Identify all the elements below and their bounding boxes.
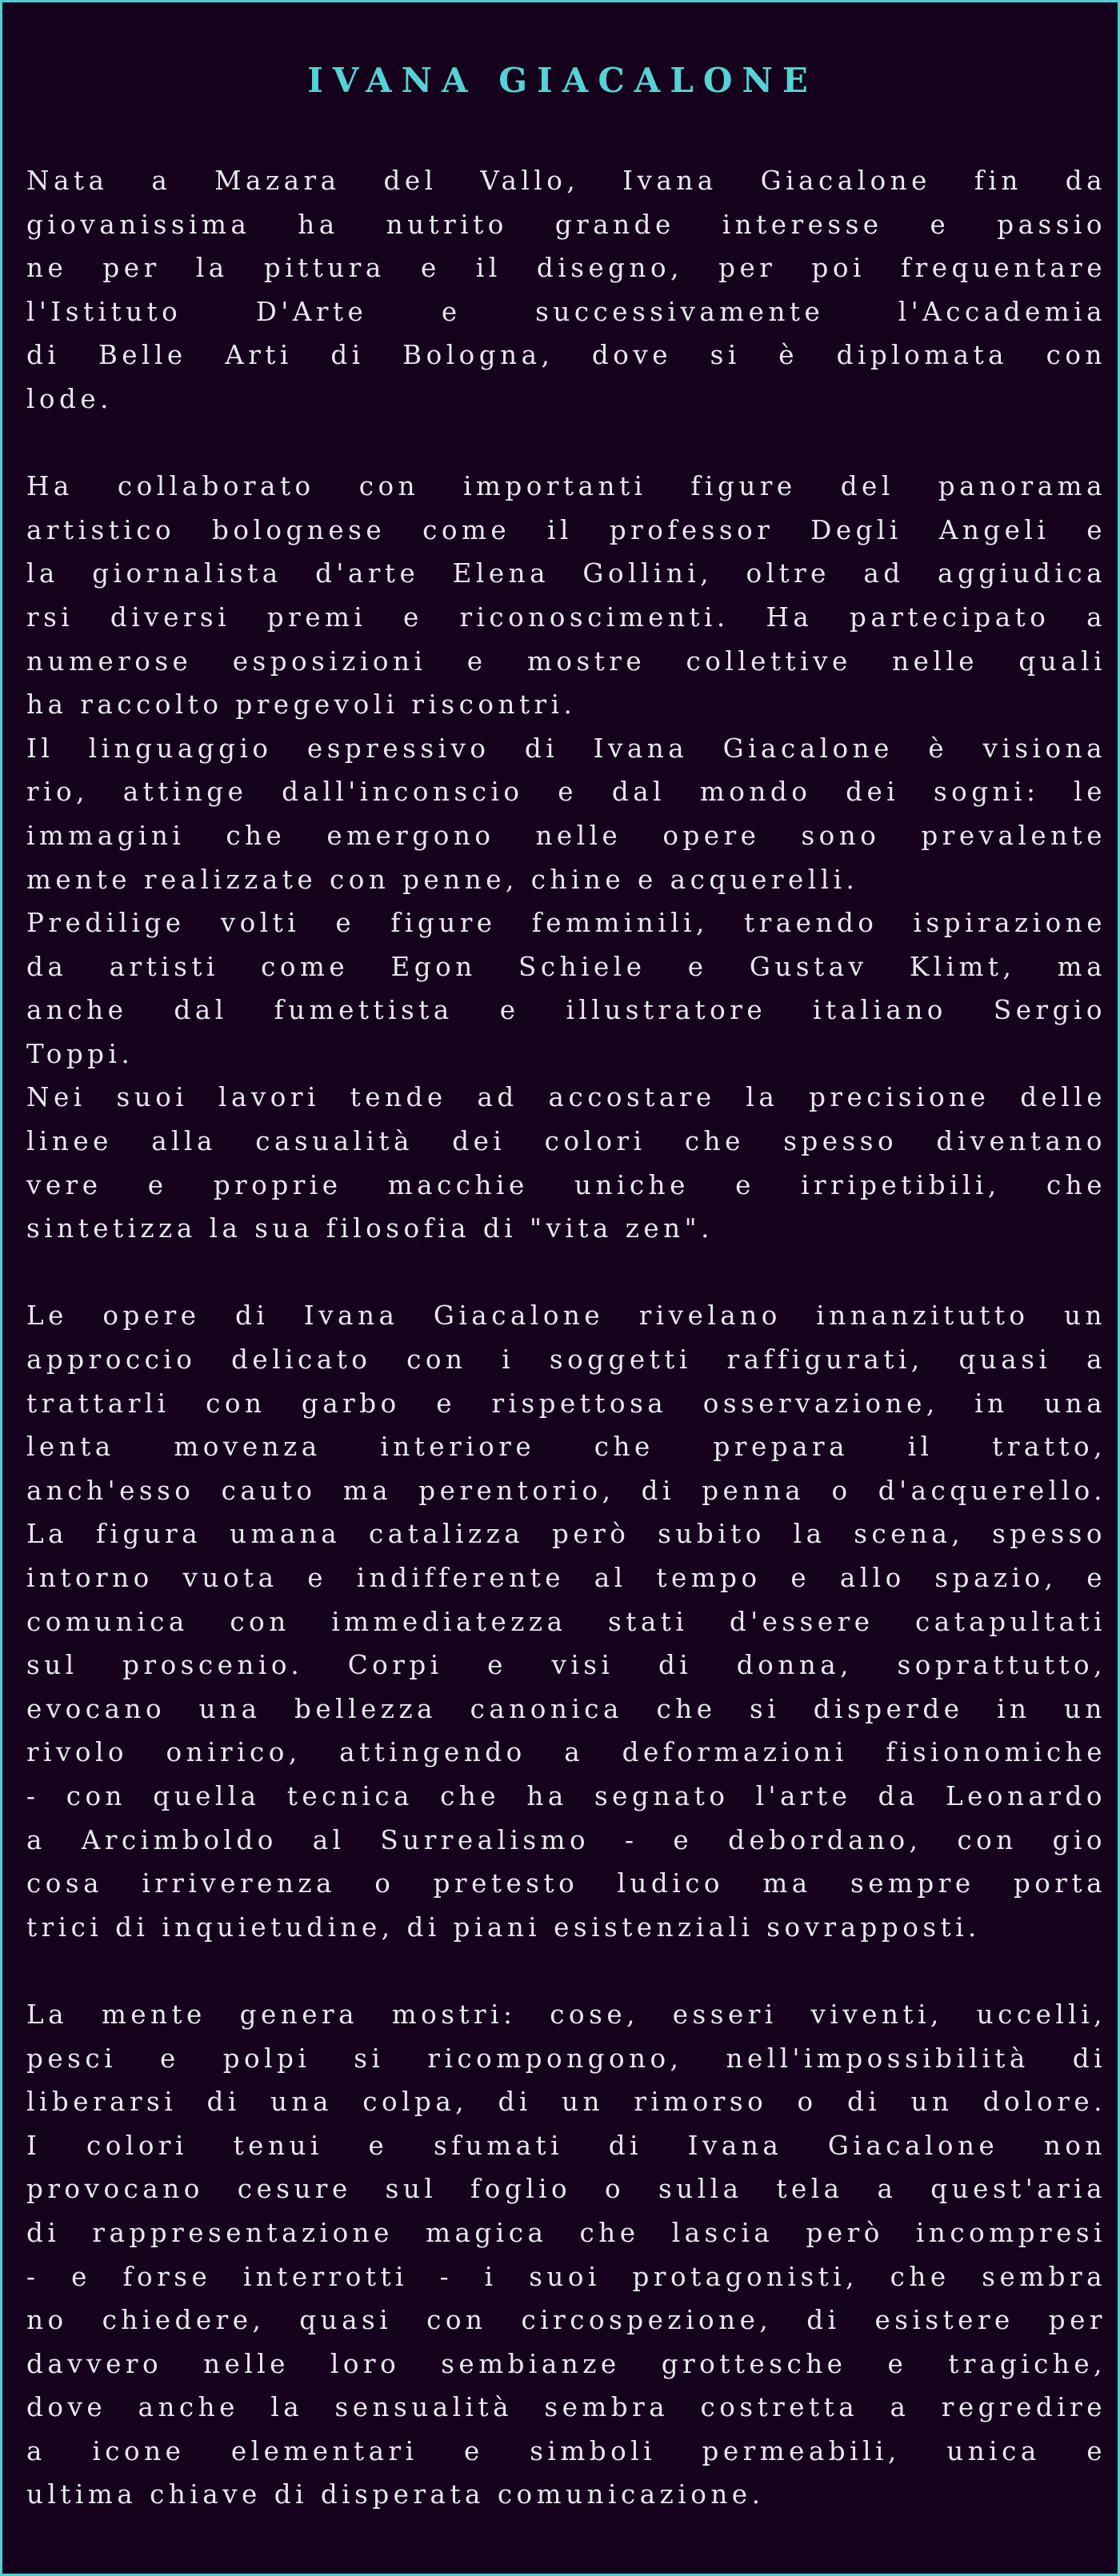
page-title: IVANA GIACALONE xyxy=(307,61,818,100)
text-line: davvero nelle loro sembianze grottesche e tragiche, xyxy=(26,2348,1106,2379)
text-line: cosa irriverenza o pretesto ludico ma sempre porta xyxy=(26,1868,1106,1899)
text-line: provocano cesure sul foglio o sulla tela a quest'aria xyxy=(26,2174,1106,2205)
paragraph xyxy=(26,1993,1106,2517)
text-line: approccio delicato con i soggetti raffigurati, quasi a xyxy=(26,1344,1106,1376)
text-line: lode. xyxy=(26,383,114,414)
text-line: Predilige volti e figure femminili, traendo ispirazione xyxy=(26,908,1106,939)
text-line: rivolo onirico, attingendo a deformazioni fisionomiche xyxy=(26,1737,1106,1768)
paragraph-gap xyxy=(26,1251,1106,1295)
text-line: dove anche la sensualità sembra costretta a regredire xyxy=(26,2392,1106,2423)
text-line: lenta movenza interiore che prepara il tratto, xyxy=(26,1432,1106,1463)
paragraph xyxy=(26,159,1106,421)
text-line: trici di inquietudine, di piani esistenziali sovrapposti. xyxy=(26,1911,981,1943)
text-line: giovanissima ha nutrito grande interesse e passio xyxy=(26,209,1106,240)
text-line: a Arcimboldo al Surrealismo - e debordano, con gio xyxy=(26,1824,1106,1855)
text-line: vere e proprie macchie uniche e irripetibili, che xyxy=(26,1169,1106,1200)
text-line: evocano una bellezza canonica che si disperde in un xyxy=(26,1693,1106,1724)
text-line: artistico bolognese come il professor Degli Angeli e xyxy=(26,514,1106,545)
text-line: l'Istituto D'Arte e successivamente l'Accademia xyxy=(26,296,1106,327)
text-line: trattarli con garbo e rispettosa osservazione, in una xyxy=(26,1388,1106,1419)
paragraph xyxy=(26,1294,1106,1949)
text-line: linee alla casualità dei colori che spesso diventano xyxy=(26,1126,1106,1157)
text-line: intorno vuota e indifferente al tempo e allo spazio, e xyxy=(26,1563,1106,1593)
text-line: ne per la pittura e il disegno, per poi frequentare xyxy=(26,253,1106,284)
text-line: - con quella tecnica che ha segnato l'arte da Leonardo xyxy=(26,1780,1106,1811)
paragraph xyxy=(26,465,1106,1251)
text-line: comunica con immediatezza stati d'essere catapultati xyxy=(26,1606,1106,1637)
text-line: - e forse interrotti - i suoi protagonisti, che sembra xyxy=(26,2261,1106,2292)
text-line: Toppi. xyxy=(26,1038,134,1069)
text-line: Nei suoi lavori tende ad accostare la precisione delle xyxy=(26,1082,1106,1113)
text-line: rsi diversi premi e riconoscimenti. Ha partecipato a xyxy=(26,601,1106,633)
text-line: numerose esposizioni e mostre collettive nelle quali xyxy=(26,645,1106,677)
text-line: I colori tenui e sfumati di Ivana Giacalone non xyxy=(26,2130,1106,2161)
paragraph-gap xyxy=(26,421,1106,465)
text-line: Le opere di Ivana Giacalone rivelano innanzitutto un xyxy=(26,1300,1106,1332)
biography-text xyxy=(26,159,1106,2517)
text-line: anch'esso cauto ma perentorio, di penna o d'acquerello. xyxy=(26,1475,1106,1506)
text-line: La mente genera mostri: cose, esseri viventi, uccelli, xyxy=(26,1999,1106,2030)
text-line: Il linguaggio espressivo di Ivana Giacalone è visiona xyxy=(26,733,1106,764)
text-line: mente realizzate con penne, chine e acquerelli. xyxy=(26,864,859,895)
paragraph-gap xyxy=(26,1949,1106,1993)
text-line: liberarsi di una colpa, di un rimorso o di un dolore. xyxy=(26,2087,1106,2118)
text-line: immagini che emergono nelle opere sono prevalente xyxy=(26,820,1106,851)
text-line: pesci e polpi si ricompongono, nell'impossibilità di xyxy=(26,2043,1106,2074)
text-line: Nata a Mazara del Vallo, Ivana Giacalone fin da xyxy=(26,166,1106,196)
text-line: di Belle Arti di Bologna, dove si è diplomata con xyxy=(26,340,1106,371)
text-line: no chiedere, quasi con circospezione, di esistere per xyxy=(26,2305,1106,2336)
text-line: da artisti come Egon Schiele e Gustav Klimt, ma xyxy=(26,951,1106,982)
text-line: anche dal fumettista e illustratore italiano Sergio xyxy=(26,995,1106,1026)
text-line: rio, attinge dall'inconscio e dal mondo dei sogni: le xyxy=(26,777,1106,808)
text-line: sintetizza la sua filosofia di "vita zen". xyxy=(26,1213,714,1244)
text-line: La figura umana catalizza però subito la scena, spesso xyxy=(26,1519,1106,1550)
text-line: ultima chiave di disperata comunicazione. xyxy=(26,2479,765,2510)
text-line: di rappresentazione magica che lascia però incompresi xyxy=(26,2217,1106,2248)
text-line: Ha collaborato con importanti figure del panorama xyxy=(26,471,1106,502)
text-line: la giornalista d'arte Elena Gollini, oltre ad aggiudica xyxy=(26,558,1106,589)
text-line: sul proscenio. Corpi e visi di donna, soprattutto, xyxy=(26,1650,1106,1681)
text-line: ha raccolto pregevoli riscontri. xyxy=(26,689,577,721)
text-line: a icone elementari e simboli permeabili, unica e xyxy=(26,2435,1106,2466)
